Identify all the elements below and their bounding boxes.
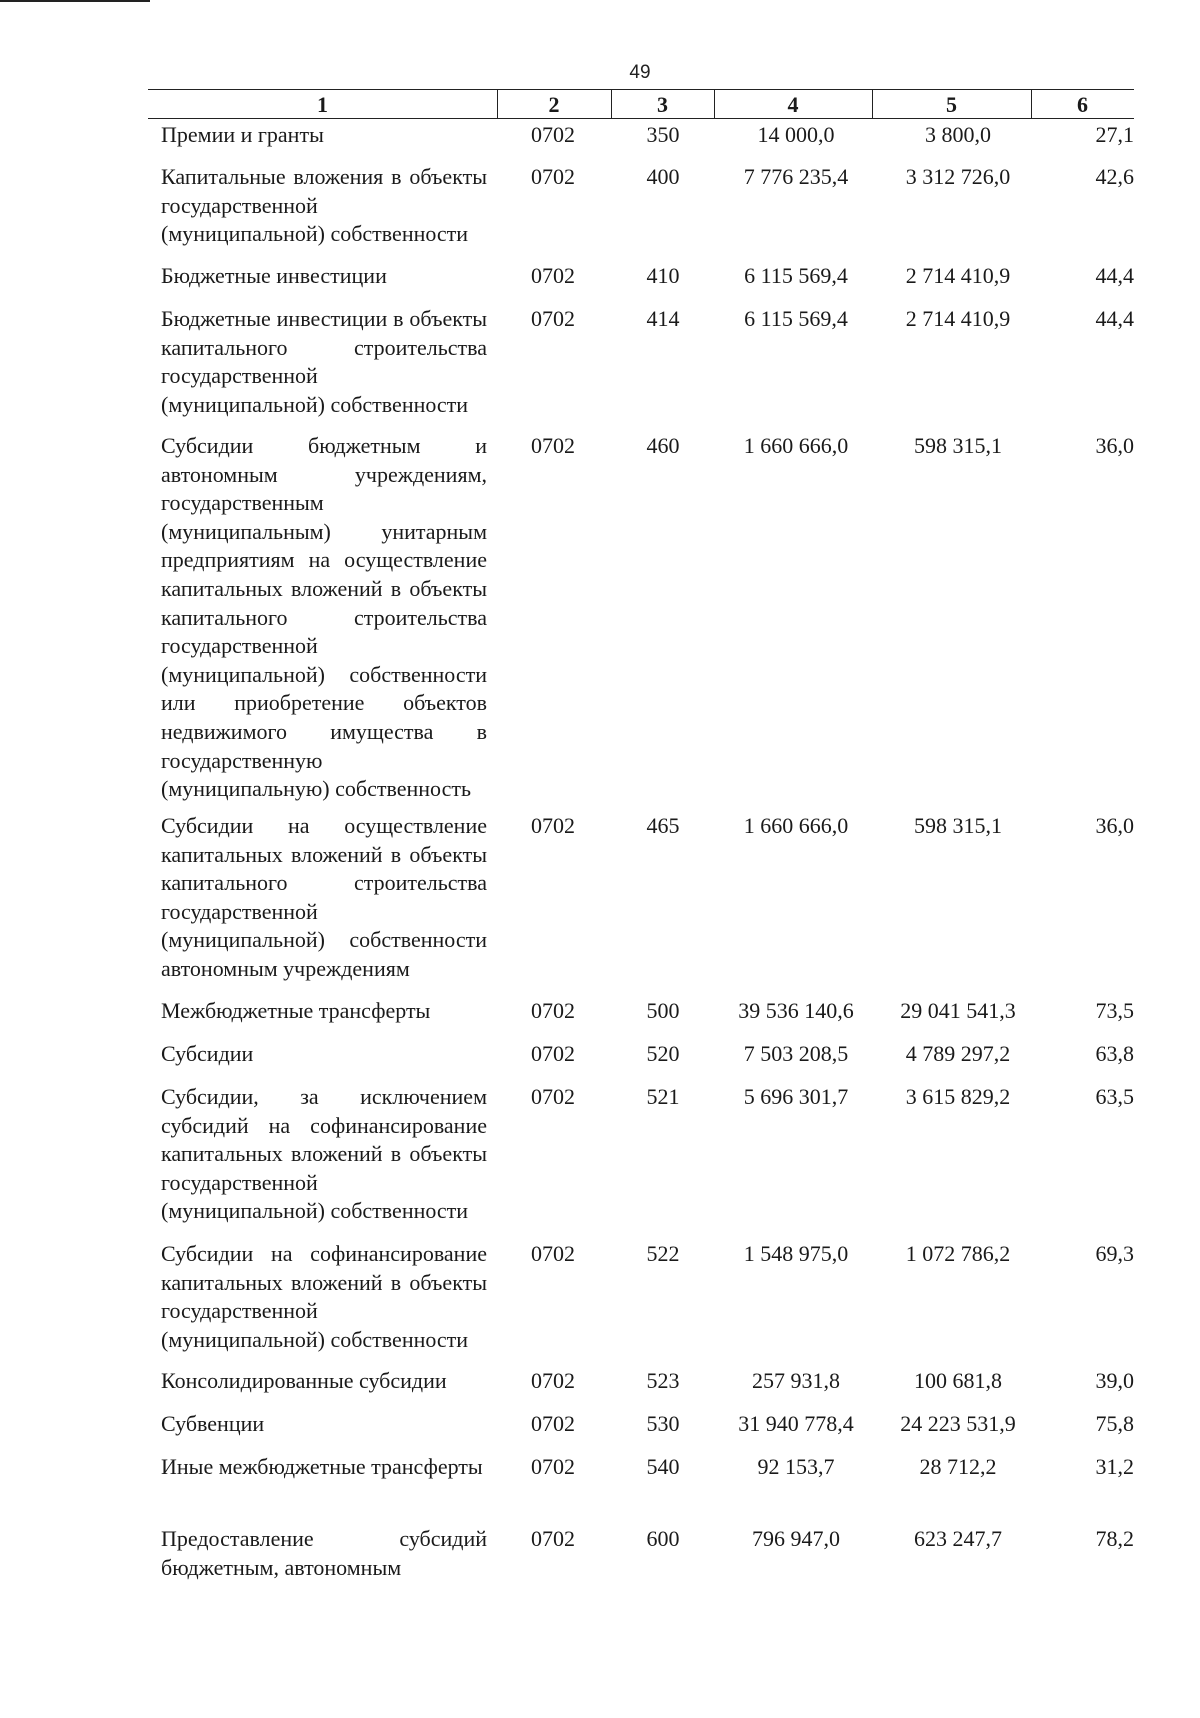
- row-expense-code: 350: [646, 122, 680, 147]
- row-value-col4: 796 947,0: [752, 1526, 840, 1551]
- row-description: Субсидии на софинансирование капитальных вложений в объекты государственной (муниципальной) собственности: [161, 1241, 487, 1352]
- row-percent: 69,3: [1095, 1241, 1134, 1266]
- row-section-code: 0702: [531, 1084, 575, 1109]
- row-value-col5: 2 714 410,9: [905, 306, 1011, 331]
- row-value-col5: 24 223 531,9: [900, 1411, 1016, 1436]
- row-description: Субсидии: [161, 1041, 254, 1066]
- row-expense-code: 400: [646, 164, 680, 189]
- row-value-col4: 92 153,7: [757, 1454, 835, 1479]
- row-expense-code: 410: [646, 263, 680, 288]
- row-section-code: 0702: [531, 1526, 575, 1551]
- column-number-3: 3: [657, 92, 668, 117]
- row-expense-code: 460: [646, 433, 680, 458]
- row-value-col4: 5 696 301,7: [743, 1084, 849, 1109]
- row-description: Бюджетные инвестиции в объекты капитального строительства государственной (муниципальной) собственности: [161, 306, 487, 417]
- row-expense-code: 465: [646, 813, 680, 838]
- row-section-code: 0702: [531, 433, 575, 458]
- row-value-col4: 7 503 208,5: [743, 1041, 849, 1066]
- row-description: Межбюджетные трансферты: [161, 998, 431, 1023]
- row-percent: 44,4: [1095, 263, 1134, 288]
- row-description: Иные межбюджетные трансферты: [161, 1454, 483, 1479]
- row-value-col4: 6 115 569,4: [744, 263, 848, 288]
- row-value-col5: 598 315,1: [914, 813, 1002, 838]
- row-value-col4: 14 000,0: [757, 122, 835, 147]
- row-expense-code: 520: [646, 1041, 680, 1066]
- row-expense-code: 414: [646, 306, 680, 331]
- row-section-code: 0702: [531, 263, 575, 288]
- row-value-col5: 3 615 829,2: [905, 1084, 1011, 1109]
- row-percent: 75,8: [1095, 1411, 1134, 1436]
- row-expense-code: 530: [646, 1411, 680, 1436]
- row-value-col5: 4 789 297,2: [905, 1041, 1011, 1066]
- row-section-code: 0702: [531, 1368, 575, 1393]
- row-percent: 73,5: [1095, 998, 1134, 1023]
- row-expense-code: 522: [646, 1241, 680, 1266]
- row-value-col4: 7 776 235,4: [743, 164, 849, 189]
- row-description: Консолидированные субсидии: [161, 1368, 447, 1393]
- page-number: 49: [629, 62, 651, 83]
- row-value-col5: 100 681,8: [914, 1368, 1002, 1393]
- row-expense-code: 521: [646, 1084, 680, 1109]
- row-section-code: 0702: [531, 306, 575, 331]
- column-number-6: 6: [1077, 92, 1088, 117]
- row-percent: 31,2: [1095, 1454, 1134, 1479]
- row-value-col4: 1 660 666,0: [743, 433, 849, 458]
- column-number-1: 1: [317, 92, 328, 117]
- row-description: Субсидии на осуществление капитальных вложений в объекты капитального строительства государственной (муниципальной) собственности автономным учреждениям: [161, 813, 487, 981]
- row-percent: 42,6: [1095, 164, 1134, 189]
- scan-corner-mark: [0, 0, 150, 2]
- row-description: Субсидии, за исключением субсидий на софинансирование капитальных вложений в объекты государственной (муниципальной) собственности: [161, 1084, 487, 1224]
- row-description: Субвенции: [161, 1411, 265, 1436]
- row-percent: 63,8: [1095, 1041, 1134, 1066]
- row-description: Премии и гранты: [161, 122, 324, 147]
- row-percent: 63,5: [1095, 1084, 1134, 1109]
- row-value-col5: 3 312 726,0: [905, 164, 1011, 189]
- row-section-code: 0702: [531, 164, 575, 189]
- row-percent: 36,0: [1095, 433, 1134, 458]
- row-description: Субсидии бюджетным и автономным учреждениям, государственным (муниципальным) унитарным предприятиям на осуществление капитальных вложений в объекты капитального строительства государственной (муниципальной) собственности или приобретение объектов недвижимого имущества в государственную (муниципальную) собственность: [161, 433, 487, 802]
- row-description: Капитальные вложения в объекты государственной (муниципальной) собственности: [161, 164, 487, 247]
- row-section-code: 0702: [531, 1454, 575, 1479]
- row-section-code: 0702: [531, 122, 575, 147]
- row-percent: 27,1: [1095, 122, 1134, 147]
- row-section-code: 0702: [531, 1241, 575, 1266]
- row-value-col4: 31 940 778,4: [738, 1411, 854, 1436]
- row-value-col4: 257 931,8: [752, 1368, 840, 1393]
- row-percent: 39,0: [1095, 1368, 1134, 1393]
- row-section-code: 0702: [531, 1411, 575, 1436]
- row-expense-code: 500: [646, 998, 680, 1023]
- column-number-4: 4: [787, 92, 799, 117]
- row-value-col5: 29 041 541,3: [900, 998, 1016, 1023]
- row-expense-code: 540: [646, 1454, 680, 1479]
- row-value-col5: 2 714 410,9: [905, 263, 1011, 288]
- row-value-col4: 1 660 666,0: [743, 813, 849, 838]
- column-number-2: 2: [548, 92, 560, 117]
- row-value-col4: 39 536 140,6: [738, 998, 854, 1023]
- row-value-col5: 28 712,2: [919, 1454, 997, 1479]
- row-section-code: 0702: [531, 998, 575, 1023]
- row-value-col5: 1 072 786,2: [905, 1241, 1011, 1266]
- row-expense-code: 600: [646, 1526, 680, 1551]
- row-expense-code: 523: [646, 1368, 680, 1393]
- row-value-col4: 6 115 569,4: [744, 306, 848, 331]
- row-description: Предоставление субсидий бюджетным, автономным: [161, 1526, 487, 1580]
- row-section-code: 0702: [531, 1041, 575, 1066]
- row-value-col4: 1 548 975,0: [743, 1241, 849, 1266]
- row-description: Бюджетные инвестиции: [161, 263, 387, 288]
- row-percent: 36,0: [1095, 813, 1134, 838]
- row-value-col5: 3 800,0: [925, 122, 991, 147]
- row-value-col5: 598 315,1: [914, 433, 1002, 458]
- row-value-col5: 623 247,7: [914, 1526, 1002, 1551]
- row-section-code: 0702: [531, 813, 575, 838]
- row-percent: 78,2: [1095, 1526, 1134, 1551]
- column-number-5: 5: [946, 92, 957, 117]
- row-percent: 44,4: [1095, 306, 1134, 331]
